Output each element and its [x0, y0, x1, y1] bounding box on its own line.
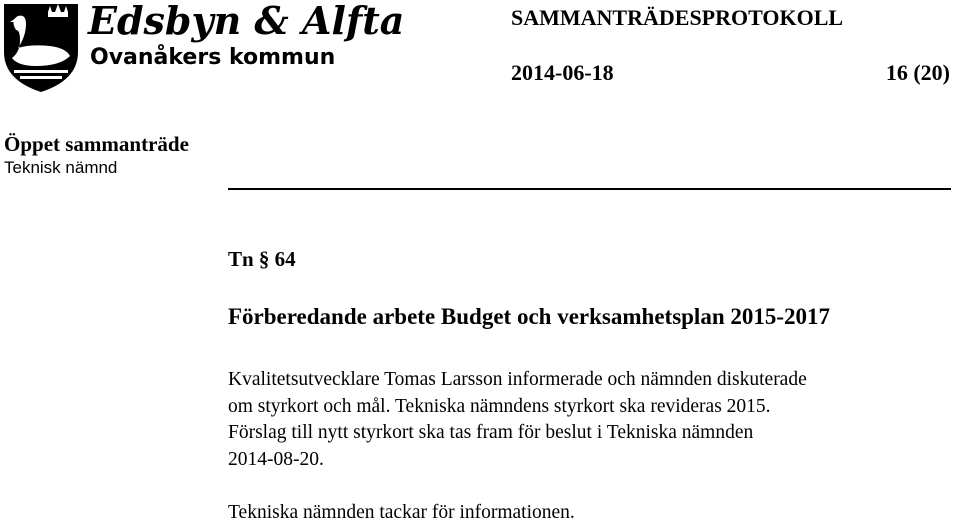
logo-title: Edsbyn & Alfta: [88, 0, 405, 43]
logo-subtitle: Ovanåkers kommun: [90, 45, 336, 70]
body-line: om styrkort och mål. Tekniska nämndens styrkort ska revideras 2015.: [228, 395, 771, 417]
body-line: Kvalitetsutvecklare Tomas Larsson informerade och nämnden diskuterade: [228, 369, 807, 390]
municipality-logo: [0, 0, 405, 96]
paragraph-reference: Tn § 64: [228, 247, 296, 271]
header-divider: [228, 188, 951, 190]
closing-statement: Tekniska nämnden tackar för informationen.: [228, 502, 575, 523]
body-line: Förslag till nytt styrkort ska tas fram för beslut i Tekniska nämnden: [228, 422, 754, 443]
committee-name: Teknisk nämnd: [4, 158, 118, 177]
swan-crown-shield-icon: [0, 0, 405, 96]
section-title: Förberedande arbete Budget och verksamhetsplan 2015-2017: [228, 304, 831, 329]
meeting-date: 2014-06-18: [511, 60, 614, 85]
page-number: 16 (20): [885, 60, 950, 85]
section-body: [228, 367, 953, 473]
document-type: SAMMANTRÄDESPROTOKOLL: [511, 5, 844, 30]
meeting-type: Öppet sammanträde: [4, 132, 189, 156]
body-line: 2014-08-20.: [228, 448, 324, 470]
